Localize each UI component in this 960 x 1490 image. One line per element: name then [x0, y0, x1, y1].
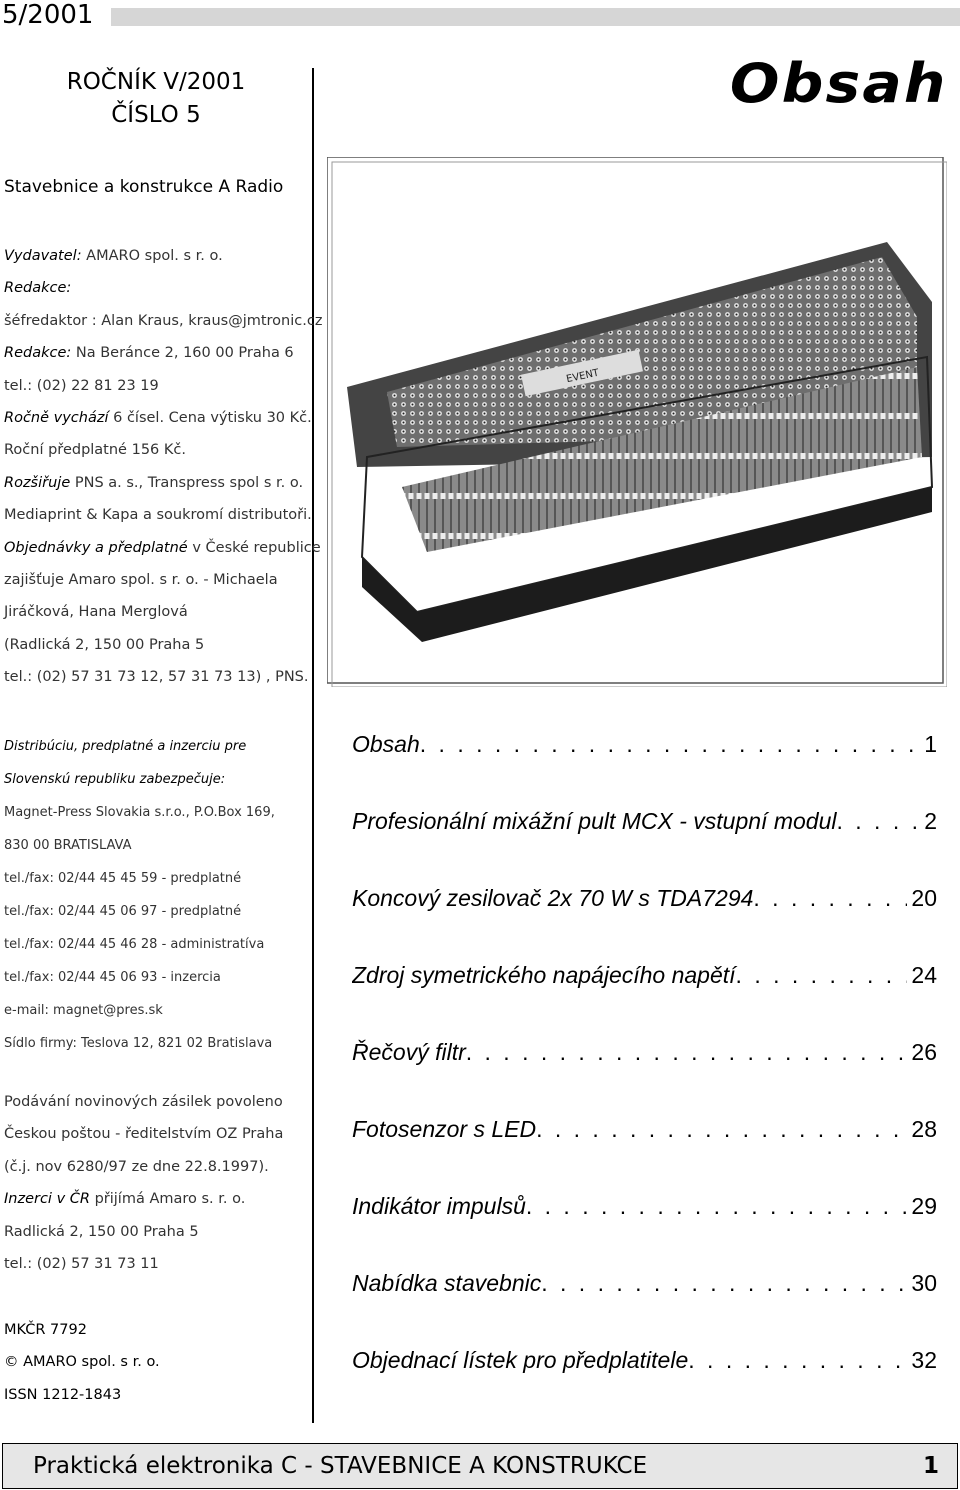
info-line [4, 862, 275, 895]
info-line [4, 434, 322, 466]
toc-entry-title: Koncový zesilovač 2x 70 W s TDA7294 [352, 885, 754, 911]
toc-leader-dots [536, 1107, 907, 1184]
info-text: tel./fax: 02/44 45 06 93 - inzercia [4, 970, 221, 985]
info-text: Českou poštou - ředitelstvím OZ Praha [4, 1126, 284, 1143]
toc-entry[interactable] [352, 1107, 937, 1184]
info-line [4, 272, 322, 304]
subtitle: Stavebnice a konstrukce A Radio [4, 177, 284, 197]
footer-title: Praktická elektronika C - STAVEBNICE A KONSTRUKCE [33, 1453, 648, 1479]
toc-entry[interactable] [352, 722, 937, 799]
info-line [4, 402, 322, 434]
info-text: přijímá Amaro s. r. o. [89, 1191, 246, 1208]
toc-entry[interactable] [352, 1184, 937, 1261]
info-line [4, 1183, 283, 1215]
publisher-info [4, 240, 322, 693]
info-line [4, 564, 322, 596]
toc-entry[interactable] [352, 1261, 937, 1338]
info-text: PNS a. s., Transpress spol s r. o. [70, 474, 304, 491]
toc-entry-title: Zdroj symetrického napájecího napětí [352, 962, 736, 988]
toc-entry-title: Objednací lístek pro předplatitele [352, 1347, 689, 1373]
toc-leader-dots [836, 799, 920, 876]
header-grey-rule [100, 8, 960, 26]
info-text: Mediaprint & Kapa a soukromí distributoři. [4, 507, 312, 524]
info-text: 6 čísel. Cena výtisku 30 Kč. [108, 409, 312, 426]
toc-entry[interactable] [352, 799, 937, 876]
registration-line: ISSN 1212-1843 [4, 1386, 122, 1403]
info-label: Redakce: [4, 280, 72, 297]
info-line [4, 829, 275, 862]
info-line [4, 467, 322, 499]
toc-leader-dots [541, 1261, 907, 1338]
table-of-contents [352, 722, 937, 1415]
toc-entry[interactable] [352, 1338, 937, 1415]
info-line [4, 532, 322, 564]
info-text: Jiráčková, Hana Merglová [4, 604, 188, 621]
console-brand-label: EVENT [565, 367, 601, 386]
volume-header [0, 66, 312, 132]
toc-entry-page: 20 [911, 885, 937, 911]
toc-leader-dots [420, 722, 920, 799]
toc-leader-dots [526, 1184, 908, 1261]
info-line [4, 730, 275, 763]
toc-entry-page: 32 [911, 1347, 937, 1373]
toc-entry[interactable] [352, 876, 937, 953]
registration-line: © AMARO spol. s r. o. [4, 1354, 160, 1371]
mixing-console-photo [327, 157, 947, 687]
info-line [4, 763, 275, 796]
toc-entry-page: 26 [911, 1039, 937, 1065]
info-line [4, 240, 322, 272]
toc-entry-title: Profesionální mixážní pult MCX - vstupní modul [352, 808, 837, 834]
toc-entry-title: Řečový filtr [352, 1039, 466, 1065]
toc-entry-title: Indikátor impulsů [352, 1193, 526, 1219]
toc-entry-page: 1 [924, 731, 937, 757]
registration-line: MKČR 7792 [4, 1322, 87, 1338]
info-label: Rozšiřuje [4, 474, 71, 491]
info-line [4, 337, 322, 369]
info-line [4, 305, 322, 337]
toc-entry-page: 29 [911, 1193, 937, 1219]
top-bar [0, 0, 960, 36]
toc-leader-dots [736, 953, 908, 1030]
info-text: (č.j. nov 6280/97 ze dne 22.8.1997). [4, 1158, 269, 1175]
page-number: 1 [922, 1453, 939, 1479]
volume-line: ROČNÍK V/2001 [66, 69, 246, 95]
info-label: Redakce: [4, 345, 72, 362]
toc-entry-page: 30 [911, 1270, 937, 1296]
info-line [4, 1118, 283, 1150]
toc-entry[interactable] [352, 953, 937, 1030]
info-text: tel.: (02) 57 31 73 11 [4, 1255, 159, 1272]
toc-entry-page: 24 [911, 962, 937, 988]
info-line [4, 994, 275, 1027]
toc-leader-dots [688, 1338, 907, 1415]
info-text: tel./fax: 02/44 45 46 28 - administratíva [4, 937, 265, 952]
info-text: Sídlo firmy: Teslova 12, 821 02 Bratislava [4, 1036, 273, 1051]
info-text: Magnet-Press Slovakia s.r.o., P.O.Box 169, [4, 805, 275, 820]
toc-entry-title: Nabídka stavebnic [352, 1270, 542, 1296]
info-line [4, 661, 322, 693]
info-text: v České republice [187, 539, 321, 556]
info-line [4, 1248, 283, 1280]
info-line [4, 629, 322, 661]
toc-entry-title: Fotosenzor s LED [352, 1116, 537, 1142]
toc-leader-dots [753, 876, 907, 953]
issue-number: 5/2001 [0, 0, 111, 36]
info-line [4, 596, 322, 628]
info-line [4, 928, 275, 961]
info-text: AMARO spol. s r. o. [81, 248, 223, 264]
info-line [4, 895, 275, 928]
toc-entry-title: Obsah [352, 731, 420, 757]
info-text: tel./fax: 02/44 45 06 97 - predplatné [4, 904, 242, 919]
info-line [4, 1027, 275, 1060]
info-label: Objednávky a předplatné [4, 539, 188, 556]
registration-info [4, 1314, 160, 1411]
mail-info [4, 1086, 283, 1280]
info-text: 830 00 BRATISLAVA [4, 838, 132, 853]
toc-leader-dots [466, 1030, 908, 1107]
info-text: Roční předplatné 156 Kč. [4, 442, 186, 459]
info-label: Ročně vychází [4, 409, 109, 426]
toc-entry-page: 2 [924, 808, 937, 834]
info-text: Podávání novinových zásilek povoleno [4, 1094, 283, 1110]
info-text: (Radlická 2, 150 00 Praha 5 [4, 636, 205, 653]
info-text: Radlická 2, 150 00 Praha 5 [4, 1223, 199, 1240]
info-line [4, 1086, 283, 1118]
info-label: Distribúciu, predplatné a inzerciu pre [4, 739, 247, 754]
number-line: ČÍSLO 5 [111, 102, 201, 128]
info-text: Na Beránce 2, 160 00 Praha 6 [71, 345, 294, 362]
info-line [4, 499, 322, 531]
info-label: Inzerci v ČR [4, 1191, 90, 1208]
info-line [4, 1151, 283, 1183]
info-text: tel./fax: 02/44 45 45 59 - predplatné [4, 871, 242, 886]
info-line [4, 796, 275, 829]
info-text: tel.: (02) 22 81 23 19 [4, 377, 159, 394]
info-line [4, 1216, 283, 1248]
info-text: tel.: (02) 57 31 73 12, 57 31 73 13) , PNS. [4, 669, 309, 686]
page-footer [2, 1443, 958, 1489]
info-line [4, 370, 322, 402]
toc-entry-page: 28 [911, 1116, 937, 1142]
info-label: Vydavatel: [4, 248, 82, 264]
toc-entry[interactable] [352, 1030, 937, 1107]
page-title: Obsah [730, 52, 948, 115]
info-line [4, 961, 275, 994]
info-label: Slovenskú republiku zabezpečuje: [4, 772, 226, 787]
info-text: zajišťuje Amaro spol. s r. o. - Michaela [4, 571, 278, 588]
slovak-distribution-info [4, 730, 275, 1060]
info-text: e-mail: magnet@pres.sk [4, 1003, 163, 1018]
info-text: šéfredaktor : Alan Kraus, kraus@jmtronic.cz [4, 312, 323, 329]
